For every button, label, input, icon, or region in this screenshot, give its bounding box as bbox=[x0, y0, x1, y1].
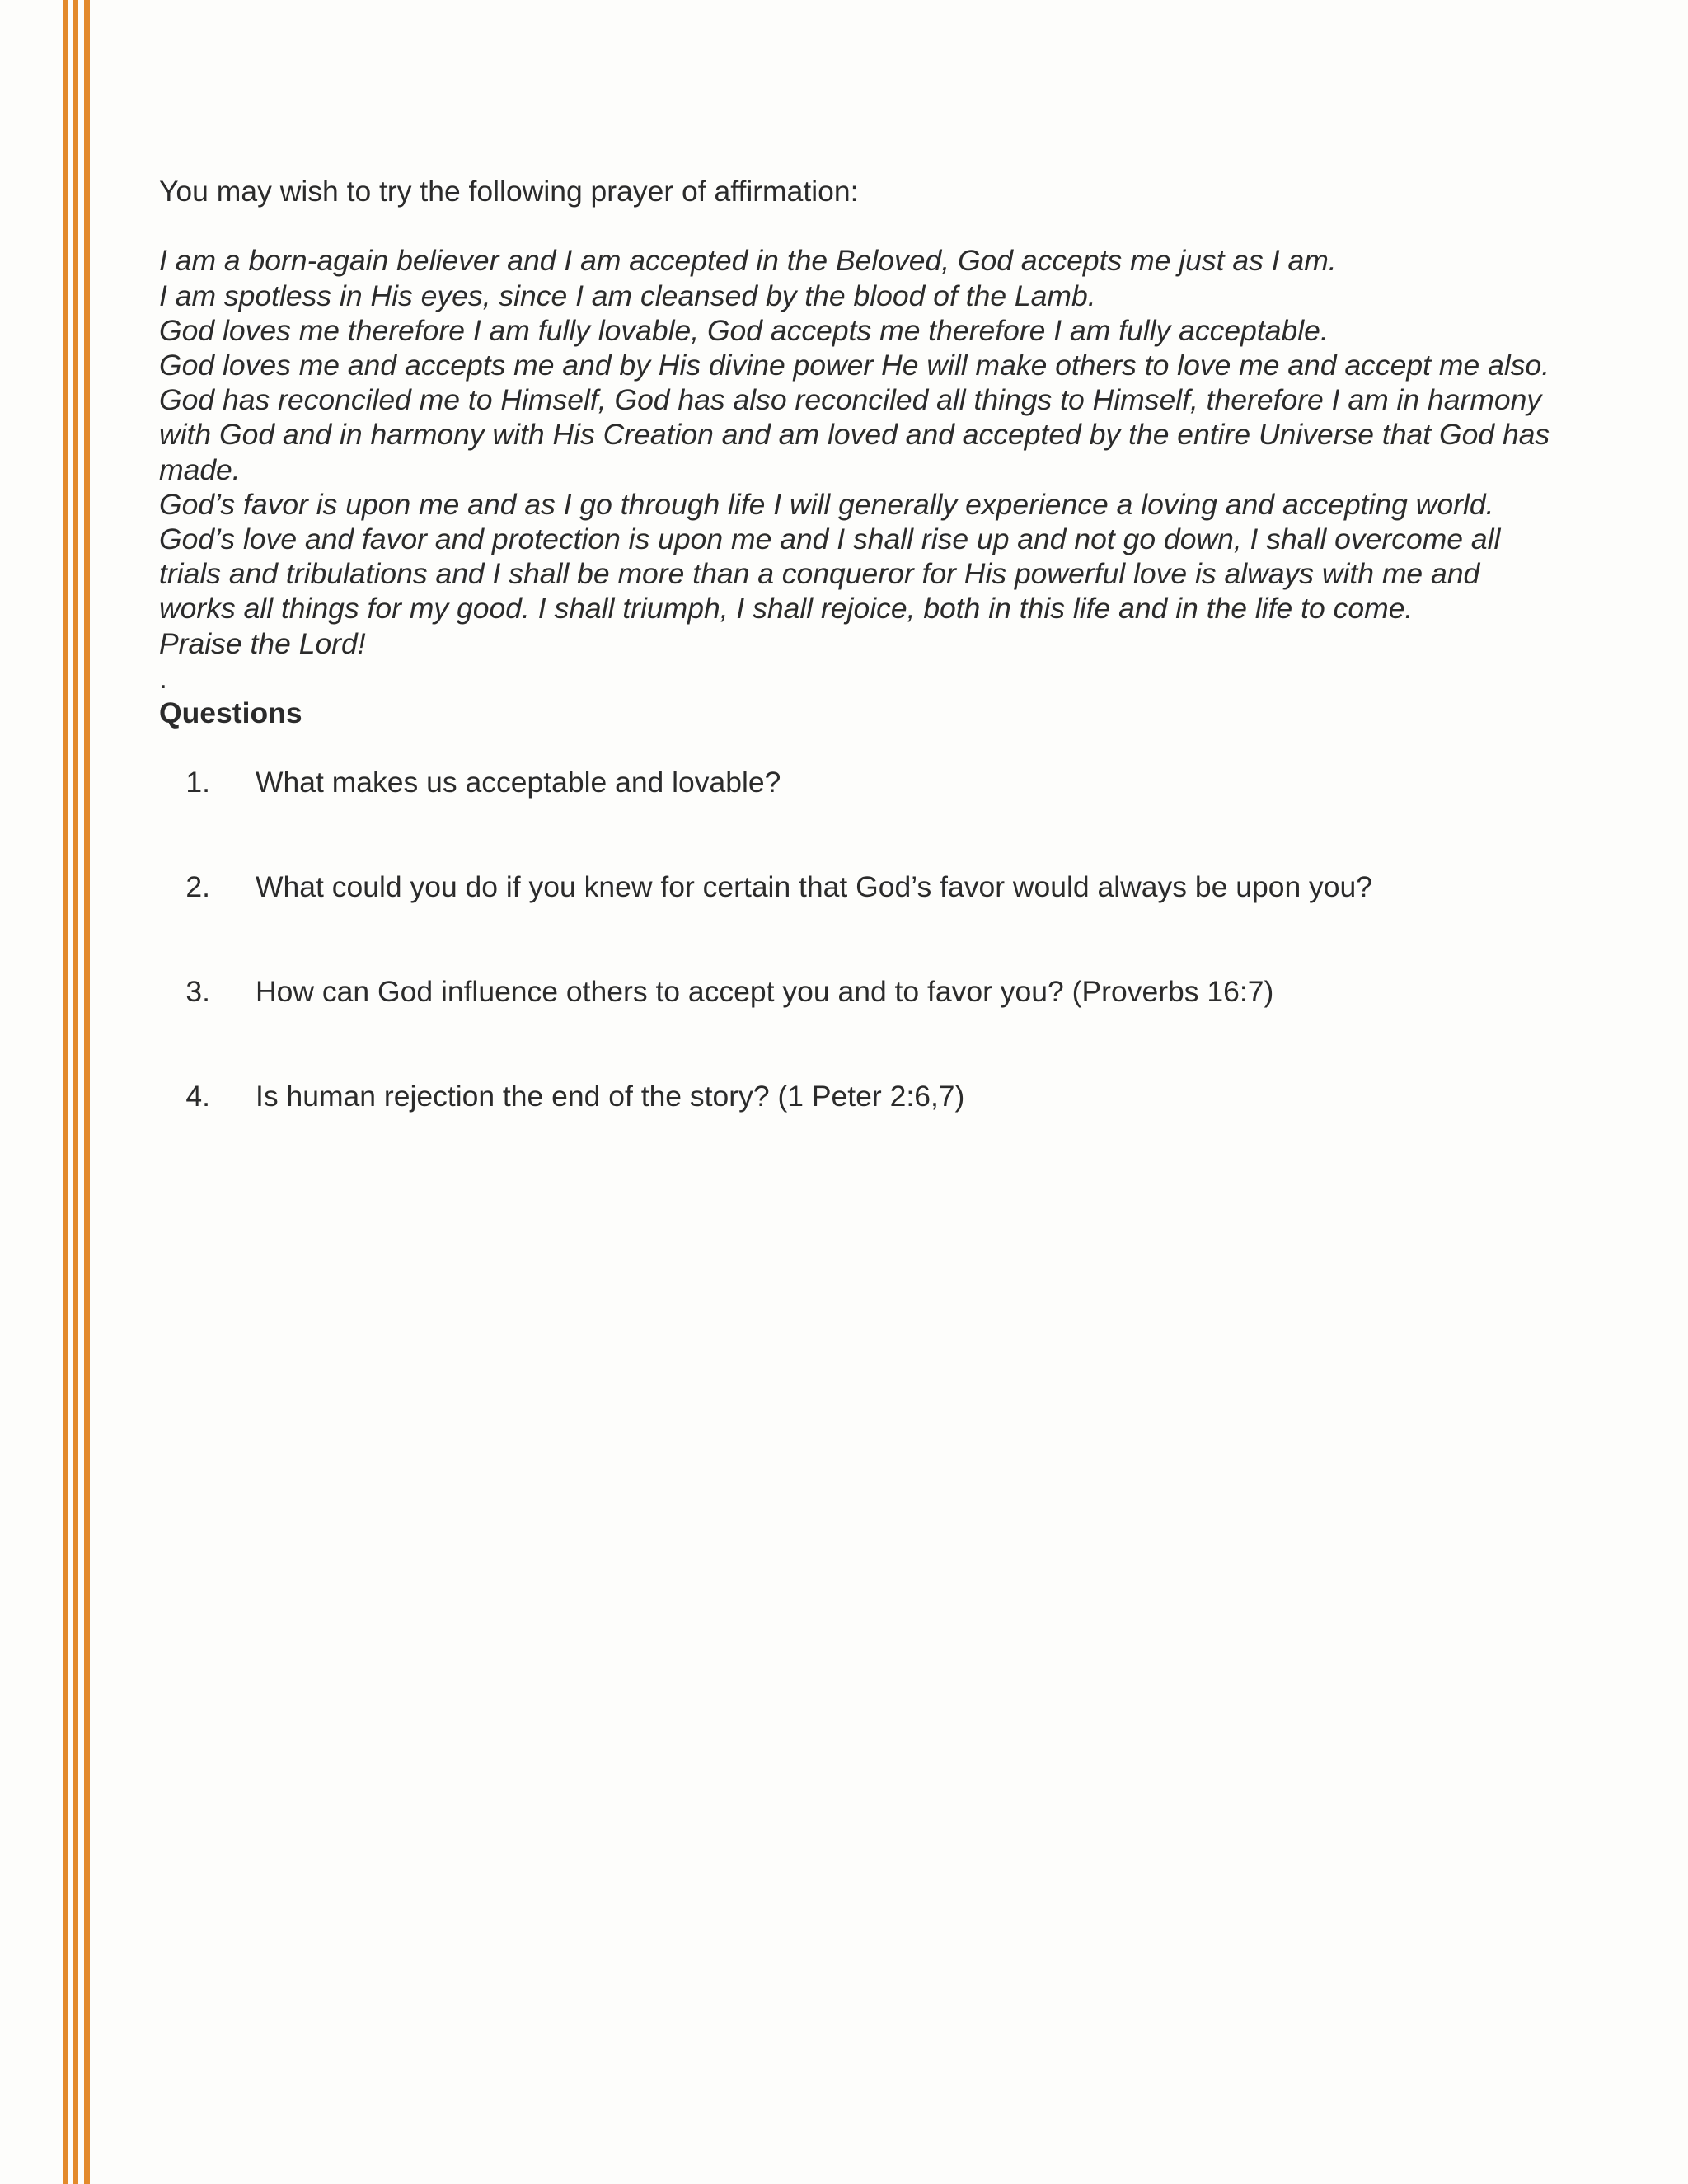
question-item bbox=[159, 765, 1560, 799]
question-item bbox=[159, 869, 1560, 904]
question-number: 4. bbox=[185, 1079, 210, 1113]
prayer-line: God loves me and accepts me and by His divine power He will make others to love me and accept me also. bbox=[159, 349, 1550, 382]
question-text: What could you do if you knew for certain that God’s favor would always be upon you? bbox=[256, 870, 1373, 904]
question-text: Is human rejection the end of the story? (1 Peter 2:6,7) bbox=[256, 1079, 965, 1113]
prayer-line: God’s favor is upon me and as I go through life I will generally experience a loving and accepting world. bbox=[159, 487, 1494, 521]
border-stripe bbox=[63, 0, 68, 2184]
questions-list bbox=[159, 765, 1560, 1113]
question-number: 2. bbox=[185, 870, 210, 904]
question-text: What makes us acceptable and lovable? bbox=[256, 766, 781, 799]
intro-text: You may wish to try the following prayer of affirmation: bbox=[159, 175, 859, 208]
border-stripe bbox=[73, 0, 78, 2184]
question-text: How can God influence others to accept you and to favor you? (Proverbs 16:7) bbox=[256, 974, 1274, 1008]
document-content bbox=[159, 174, 1560, 1183]
prayer-line: I am a born-again believer and I am accepted in the Beloved, God accepts me just as I am. bbox=[159, 244, 1337, 278]
question-number: 1. bbox=[185, 766, 210, 799]
prayer-line: God has reconciled me to Himself, God has also reconciled all things to Himself, therefore I am in harmony with God and in harmony with His Creation and am loved and accepted by the entire Universe that God has made. bbox=[159, 383, 1550, 486]
question-item bbox=[159, 974, 1560, 1009]
border-stripe bbox=[84, 0, 90, 2184]
prayer-line: I am spotless in His eyes, since I am cleansed by the blood of the Lamb. bbox=[159, 279, 1096, 312]
question-number: 3. bbox=[185, 974, 210, 1008]
page-border-stripes bbox=[63, 0, 91, 2184]
questions-heading: Questions bbox=[159, 696, 302, 730]
prayer-line: God loves me therefore I am fully lovable, God accepts me therefore I am fully acceptable. bbox=[159, 313, 1329, 347]
prayer-of-affirmation bbox=[159, 243, 1560, 660]
question-item bbox=[159, 1079, 1560, 1113]
prayer-line: God’s love and favor and protection is upon me and I shall rise up and not go down, I shall overcome all trials and tribulations and I shall be more than a conqueror for His powerful love is always with me and works all things for my good. I shall triumph, I shall rejoice, both in this life and in the life to come. bbox=[159, 523, 1501, 626]
separator-dot: . bbox=[159, 661, 167, 695]
prayer-line: Praise the Lord! bbox=[159, 626, 366, 660]
